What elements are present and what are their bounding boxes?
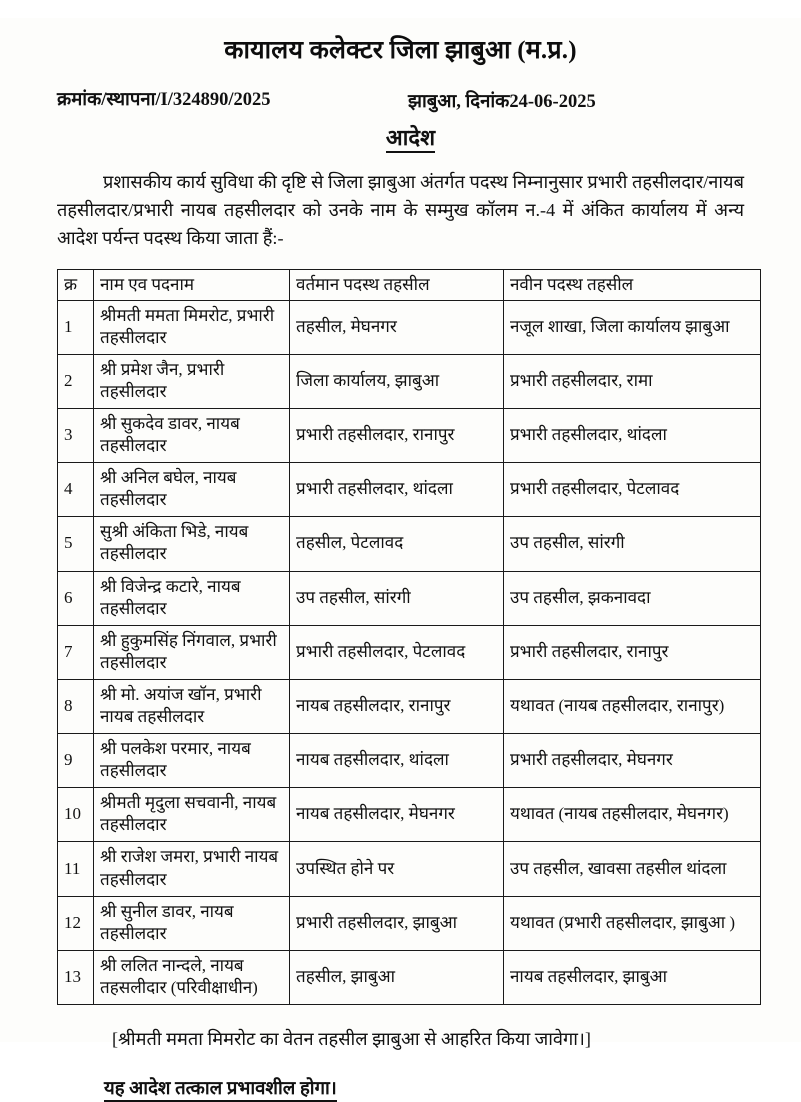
order-heading-text: आदेश xyxy=(386,125,435,153)
cell-name: श्री पलकेश परमार, नायब तहसीलदार xyxy=(94,734,290,788)
cell-current: नायब तहसीलदार, मेघनगर xyxy=(290,788,504,842)
cell-name: श्री विजेन्द्र कटारे, नायब तहसीलदार xyxy=(94,571,290,625)
cell-serial: 10 xyxy=(58,788,94,842)
table-row xyxy=(58,354,761,408)
effective-note-text: यह आदेश तत्काल प्रभावशील होगा। xyxy=(104,1079,337,1102)
effective-note xyxy=(104,1075,801,1100)
salary-note: [श्रीमती ममता मिमरोट का वेतन तहसील झाबुआ से आहरित किया जावेगा।] xyxy=(112,1029,591,1050)
cell-name: श्री राजेश जमरा, प्रभारी नायब तहसीलदार xyxy=(94,842,290,896)
cell-new: यथावत (प्रभारी तहसीलदार, झाबुआ ) xyxy=(504,896,761,950)
cell-new: प्रभारी तहसीलदार, थांदला xyxy=(504,408,761,462)
table-row xyxy=(58,842,761,896)
cell-current: उपस्थित होने पर xyxy=(290,842,504,896)
cell-new: प्रभारी तहसीलदार, पेटलावद xyxy=(504,463,761,517)
place-and-date: झाबुआ, दिनांक24-06-2025 xyxy=(408,92,596,112)
cell-name: श्री ललित नान्दले, नायब तहसलीदार (परिवीक्षाधीन) xyxy=(94,950,290,1004)
cell-current: तहसील, झाबुआ xyxy=(290,950,504,1004)
cell-serial: 6 xyxy=(58,571,94,625)
cell-current: उप तहसील, सांरगी xyxy=(290,571,504,625)
cell-new: यथावत (नायब तहसीलदार, मेघनगर) xyxy=(504,788,761,842)
cell-serial: 11 xyxy=(58,842,94,896)
cell-serial: 2 xyxy=(58,354,94,408)
table-row xyxy=(58,734,761,788)
table-header-row xyxy=(58,269,761,300)
cell-new: उप तहसील, खावसा तहसील थांदला xyxy=(504,842,761,896)
table-row xyxy=(58,679,761,733)
cell-current: तहसील, मेघनगर xyxy=(290,300,504,354)
cell-current: प्रभारी तहसीलदार, थांदला xyxy=(290,463,504,517)
column-header-new: नवीन पदस्थ तहसील xyxy=(504,269,761,300)
posting-table xyxy=(57,269,761,1005)
table-row xyxy=(58,896,761,950)
cell-new: प्रभारी तहसीलदार, रानापुर xyxy=(504,625,761,679)
table-row xyxy=(58,788,761,842)
body-paragraph: प्रशासकीय कार्य सुविधा की दृष्टि से जिला झाबुआ अंतर्गत पदस्थ निम्नानुसार प्रभारी तहसीलदार/नायब तहसीलदार/प्रभारी नायब तहसीलदार को उनके नाम के सम्मुख कॉलम न.-4 में अंकित कार्यालय में अन्य आदेश पर्यन्त पदस्थ किया जाता हैं:- xyxy=(57,172,744,249)
cell-new: नजूल शाखा, जिला कार्यालय झाबुआ xyxy=(504,300,761,354)
cell-serial: 9 xyxy=(58,734,94,788)
cell-serial: 13 xyxy=(58,950,94,1004)
document-meta xyxy=(0,86,801,120)
table-row xyxy=(58,300,761,354)
table-body xyxy=(58,300,761,1004)
cell-new: नायब तहसीलदार, झाबुआ xyxy=(504,950,761,1004)
cell-new: उप तहसील, सांरगी xyxy=(504,517,761,571)
cell-current: नायब तहसीलदार, रानापुर xyxy=(290,679,504,733)
cell-name: सुश्री अंकिता भिडे, नायब तहसीलदार xyxy=(94,517,290,571)
cell-current: प्रभारी तहसीलदार, झाबुआ xyxy=(290,896,504,950)
column-header-name: नाम एव पदनाम xyxy=(94,269,290,300)
cell-name: श्री सुकदेव डावर, नायब तहसीलदार xyxy=(94,408,290,462)
cell-name: श्री हुकुमसिंह निंगवाल, प्रभारी तहसीलदार xyxy=(94,625,290,679)
cell-new: उप तहसील, झकनावदा xyxy=(504,571,761,625)
cell-current: प्रभारी तहसीलदार, पेटलावद xyxy=(290,625,504,679)
cell-serial: 3 xyxy=(58,408,94,462)
page-title: कायालय कलेक्टर जिला झाबुआ (म.प्र.) xyxy=(224,37,577,64)
table-row xyxy=(58,625,761,679)
cell-name: श्री सुनील डावर, नायब तहसीलदार xyxy=(94,896,290,950)
order-heading xyxy=(20,122,801,152)
cell-current: प्रभारी तहसीलदार, रानापुर xyxy=(290,408,504,462)
cell-new: प्रभारी तहसीलदार, रामा xyxy=(504,354,761,408)
cell-serial: 7 xyxy=(58,625,94,679)
cell-current: तहसील, पेटलावद xyxy=(290,517,504,571)
cell-name: श्री अनिल बघेल, नायब तहसीलदार xyxy=(94,463,290,517)
column-header-serial: क्र xyxy=(58,269,94,300)
letter-number: क्रमांक/स्थापना/I/324890/2025 xyxy=(57,90,271,110)
table-row xyxy=(58,571,761,625)
table-row xyxy=(58,950,761,1004)
cell-serial: 5 xyxy=(58,517,94,571)
table-row xyxy=(58,463,761,517)
cell-new: प्रभारी तहसीलदार, मेघनगर xyxy=(504,734,761,788)
cell-current: जिला कार्यालय, झाबुआ xyxy=(290,354,504,408)
cell-serial: 8 xyxy=(58,679,94,733)
cell-serial: 12 xyxy=(58,896,94,950)
cell-name: श्री प्रमेश जैन, प्रभारी तहसीलदार xyxy=(94,354,290,408)
table-row xyxy=(58,517,761,571)
cell-serial: 4 xyxy=(58,463,94,517)
cell-current: नायब तहसीलदार, थांदला xyxy=(290,734,504,788)
table-row xyxy=(58,408,761,462)
cell-new: यथावत (नायब तहसीलदार, रानापुर) xyxy=(504,679,761,733)
cell-name: श्रीमती ममता मिमरोट, प्रभारी तहसीलदार xyxy=(94,300,290,354)
column-header-current: वर्तमान पदस्थ तहसील xyxy=(290,269,504,300)
document-page xyxy=(0,18,801,1100)
cell-name: श्री मो. अयांज खॉन, प्रभारी नायब तहसीलदार xyxy=(94,679,290,733)
cell-name: श्रीमती मृदुला सचवानी, नायब तहसीलदार xyxy=(94,788,290,842)
cell-serial: 1 xyxy=(58,300,94,354)
